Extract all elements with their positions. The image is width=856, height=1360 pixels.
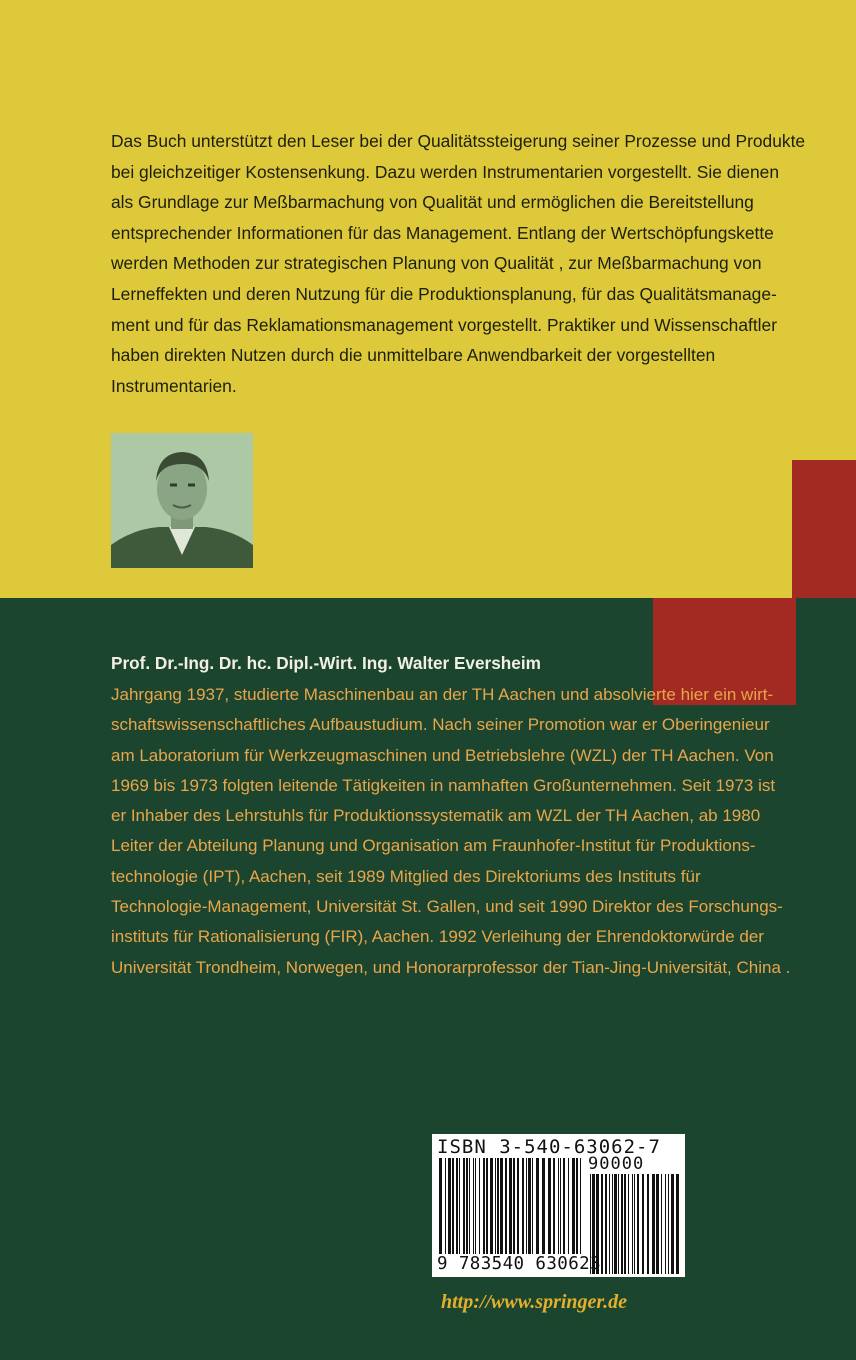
red-accent-block: [792, 460, 856, 598]
author-portrait-icon: [111, 433, 253, 568]
author-photo: [111, 433, 253, 568]
author-biography: Jahrgang 1937, studierte Maschinenbau an der TH Aachen und absolvierte hier ein wirt- schaftswissenschaftliches Aufbaustudium. Nach seiner Promotion war er Oberingenieur am Laboratorium für Werkzeugmaschinen und Betriebslehre (WZL) der TH Aachen. Von 1969 bis 1973 folgten leitende Tätigkeiten in namhaften Großunternehmen. Seit 1973 ist er Inhaber des Lehrstuhls für Produktionssystematik am WZL der TH Aachen, ab 1980 Leiter der Abteilung Planung und Organisation am Fraunhofer-Institut für Produktions- technologie (IPT), Aachen, seit 1989 Mitglied des Direktoriums des Instituts für Technologie-Management, Universität St. Gallen, und seit 1990 Direktor des Forschungs- instituts für Rationalisierung (FIR), Aachen. 1992 Verleihung der Ehrendoktorwürde der Universität Trondheim, Norwegen, und Honorarprofessor der Tian-Jing-Universität, China .: [111, 685, 791, 977]
ean-barcode-icon: [438, 1158, 583, 1254]
isbn-number: ISBN 3-540-63062-7: [437, 1136, 661, 1158]
ean-digits: 9 783540 630623: [437, 1254, 602, 1274]
publisher-url[interactable]: http://www.springer.de: [441, 1291, 627, 1313]
book-description: Das Buch unterstützt den Leser bei der Qualitätssteigerung seiner Prozesse und Produkte bei gleichzeitiger Kostensenkung. Dazu werden Instrumentarien vorgestellt. Sie dienen als Grundlage zur Meßbarmachung von Qualität und ermöglichen die Bereitstellung entsprechender Informationen für das Management. Entlang der Wertschöpfungskette werden Methoden zur strategischen Planung von Qualität , zur Meßbarmachung von Lerneffekten und deren Nutzung für die Produktionsplanung, für das Qualitätsmanage- ment und für das Reklamationsmanagement vorgestellt. Praktiker und Wissenschaftler haben direkten Nutzen durch die unmittelbare Anwendbarkeit der vorgestellten Instrumentarien.: [111, 131, 806, 396]
price-addon-digits: 90000: [588, 1154, 645, 1174]
addon-barcode-icon: [589, 1174, 681, 1274]
author-name: Prof. Dr.-Ing. Dr. hc. Dipl.-Wirt. Ing. Walter Eversheim: [111, 653, 541, 673]
